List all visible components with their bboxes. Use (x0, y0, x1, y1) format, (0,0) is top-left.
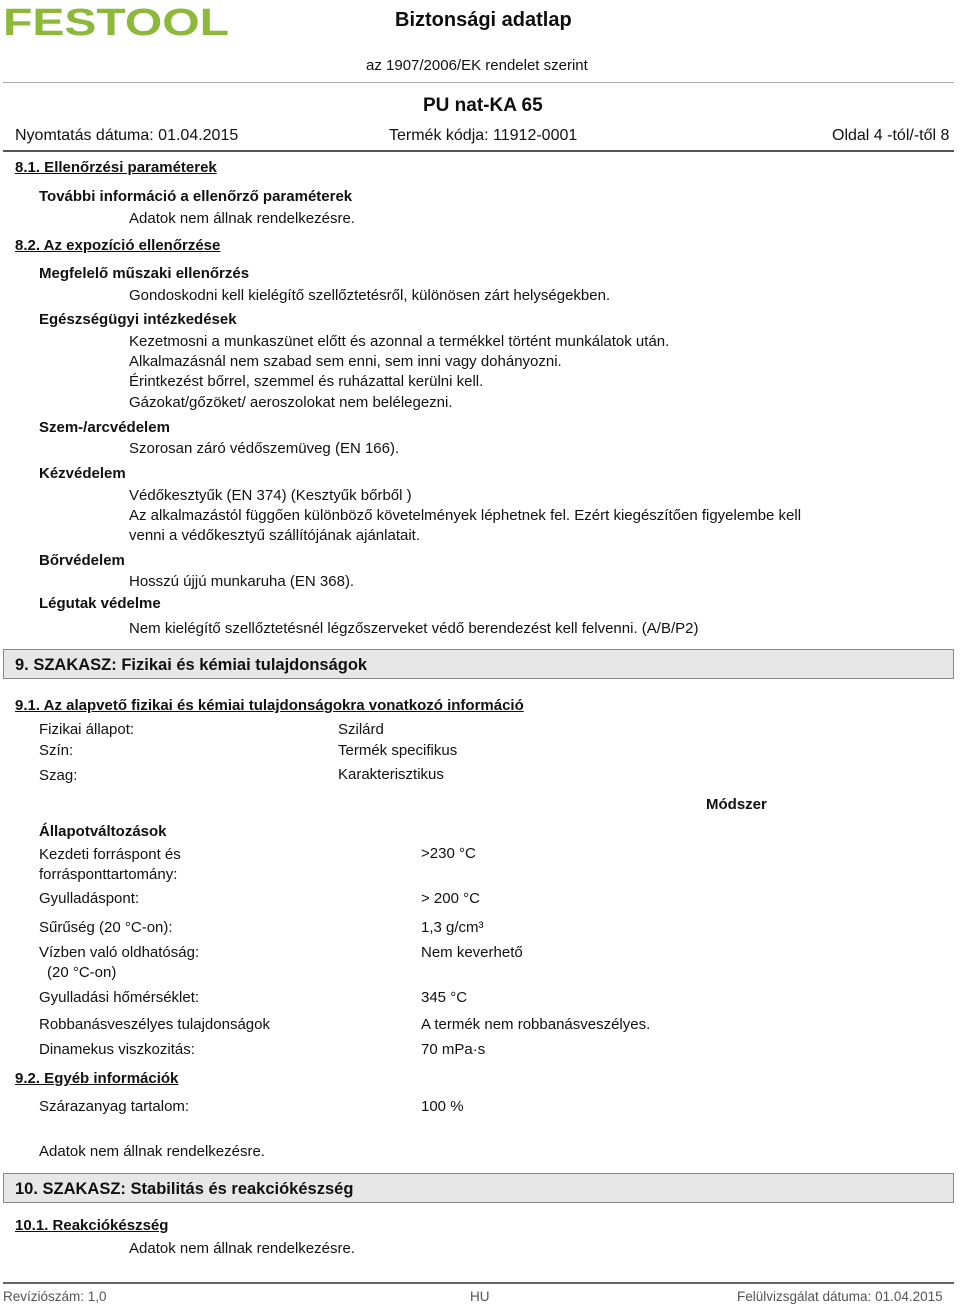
section-8-1-heading: 8.1. Ellenőrzési paraméterek (15, 159, 217, 176)
print-date: Nyomtatás dátuma: 01.04.2015 (15, 127, 239, 144)
section-9-1-heading: 9.1. Az alapvető fizikai és kémiai tulajdonságokra vonatkozó információ (15, 697, 524, 714)
boiling-point-label: Kezdeti forráspont és (39, 846, 181, 863)
header-rule-top (3, 82, 954, 83)
density-value: 1,3 g/cm³ (421, 919, 484, 936)
state-label: Fizikai állapot: (39, 721, 135, 738)
hand-protection-label: Kézvédelem (39, 465, 126, 482)
color-value: Termék specifikus (338, 742, 458, 759)
solubility-label-2: (20 °C-on) (47, 964, 117, 981)
state-changes-label: Állapotváltozások (39, 823, 167, 840)
solid-content-label: Szárazanyag tartalom: (39, 1098, 190, 1115)
section-10-title: 10. SZAKASZ: Stabilitás és reakciókészség (15, 1180, 354, 1198)
document-subtitle: az 1907/2006/EK rendelet szerint (366, 57, 588, 74)
footer-rule (3, 1282, 954, 1284)
flash-point-label: Gyulladáspont: (39, 890, 140, 907)
section-9-2-heading: 9.2. Egyéb információk (15, 1070, 179, 1087)
hand-protection-line: Védőkesztyűk (EN 374) (Kesztyűk bőrből ) (129, 487, 412, 504)
logo-text: FESTOOL (3, 6, 229, 38)
hygiene-line: Alkalmazásnál nem szabad sem enni, sem inni vagy dohányozni. (129, 353, 562, 370)
product-code: Termék kódja: 11912-0001 (389, 127, 578, 144)
boiling-point-value: >230 °C (421, 845, 476, 862)
hand-protection-line: venni a védőkesztyű szállítójának ajánlatait. (129, 527, 421, 544)
explosive-value: A termék nem robbanásveszélyes. (421, 1016, 651, 1033)
language-code: HU (470, 1289, 490, 1304)
header-rule (3, 150, 954, 152)
tech-control-label: Megfelelő műszaki ellenőrzés (39, 265, 250, 282)
odor-value: Karakterisztikus (338, 766, 444, 783)
skin-protection-text: Hosszú újjú munkaruha (EN 368). (129, 573, 355, 590)
page-number: Oldal 4 -tól/-től 8 (832, 127, 950, 144)
hygiene-line: Érintkezést bőrrel, szemmel és ruházattal kerülni kell. (129, 373, 484, 390)
ignition-temp-value: 345 °C (421, 989, 468, 1006)
hand-protection-line: Az alkalmazástól függően különböző követelmények léphetnek fel. Ezért kiegészítően figyelembe kell (129, 507, 802, 524)
state-value: Szilárd (338, 721, 384, 738)
product-name: PU nat-KA 65 (423, 95, 543, 116)
respiratory-label: Légutak védelme (39, 595, 161, 612)
festool-logo (3, 6, 231, 38)
control-params-text: Adatok nem állnak rendelkezésre. (129, 210, 355, 227)
hygiene-line: Kezetmosni a munkaszünet előtt és azonnal a termékkel történt munkálatok után. (129, 333, 670, 350)
hygiene-line: Gázokat/gőzöket/ aeroszolokat nem belélegezni. (129, 394, 453, 411)
section-8-2-heading: 8.2. Az expozíció ellenőrzése (15, 237, 221, 254)
eye-protection-label: Szem-/arcvédelem (39, 419, 170, 436)
review-date: Felülvizsgálat dátuma: 01.04.2015 (737, 1289, 943, 1304)
section-10-1-heading: 10.1. Reakciókészség (15, 1217, 169, 1234)
section-9-band (3, 649, 954, 679)
hygiene-label: Egészségügyi intézkedések (39, 311, 237, 328)
eye-protection-text: Szorosan záró védőszemüveg (EN 166). (129, 440, 400, 457)
section-10-band (3, 1173, 954, 1203)
document-title: Biztonsági adatlap (395, 9, 572, 31)
density-label: Sűrűség (20 °C-on): (39, 919, 173, 936)
solubility-label: Vízben való oldhatóság: (39, 944, 200, 961)
odor-label: Szag: (39, 767, 78, 784)
tech-control-text: Gondoskodni kell kielégítő szellőztetésről, különösen zárt helységekben. (129, 287, 611, 304)
viscosity-value: 70 mPa·s (421, 1041, 486, 1058)
ignition-temp-label: Gyulladási hőmérséklet: (39, 989, 200, 1006)
control-params-label: További információ a ellenőrző paraméterek (39, 188, 353, 205)
skin-protection-label: Bőrvédelem (39, 552, 125, 569)
solubility-value: Nem keverhető (421, 944, 523, 961)
reactivity-text: Adatok nem állnak rendelkezésre. (129, 1240, 355, 1257)
respiratory-text: Nem kielégítő szellőztetésnél légzőszerveket védő berendezést kell felvenni. (A/B/P2) (129, 620, 699, 637)
color-label: Szín: (39, 742, 74, 759)
revision-number: Revíziószám: 1,0 (3, 1289, 107, 1304)
boiling-point-label-2: forrásponttartomány: (39, 866, 178, 883)
other-info-text: Adatok nem állnak rendelkezésre. (39, 1143, 265, 1160)
method-header: Módszer (706, 796, 767, 813)
viscosity-label: Dinamekus viszkozitás: (39, 1041, 195, 1058)
section-9-title: 9. SZAKASZ: Fizikai és kémiai tulajdonságok (15, 656, 368, 674)
flash-point-value: > 200 °C (421, 890, 480, 907)
explosive-label: Robbanásveszélyes tulajdonságok (39, 1016, 270, 1033)
solid-content-value: 100 % (421, 1098, 464, 1115)
